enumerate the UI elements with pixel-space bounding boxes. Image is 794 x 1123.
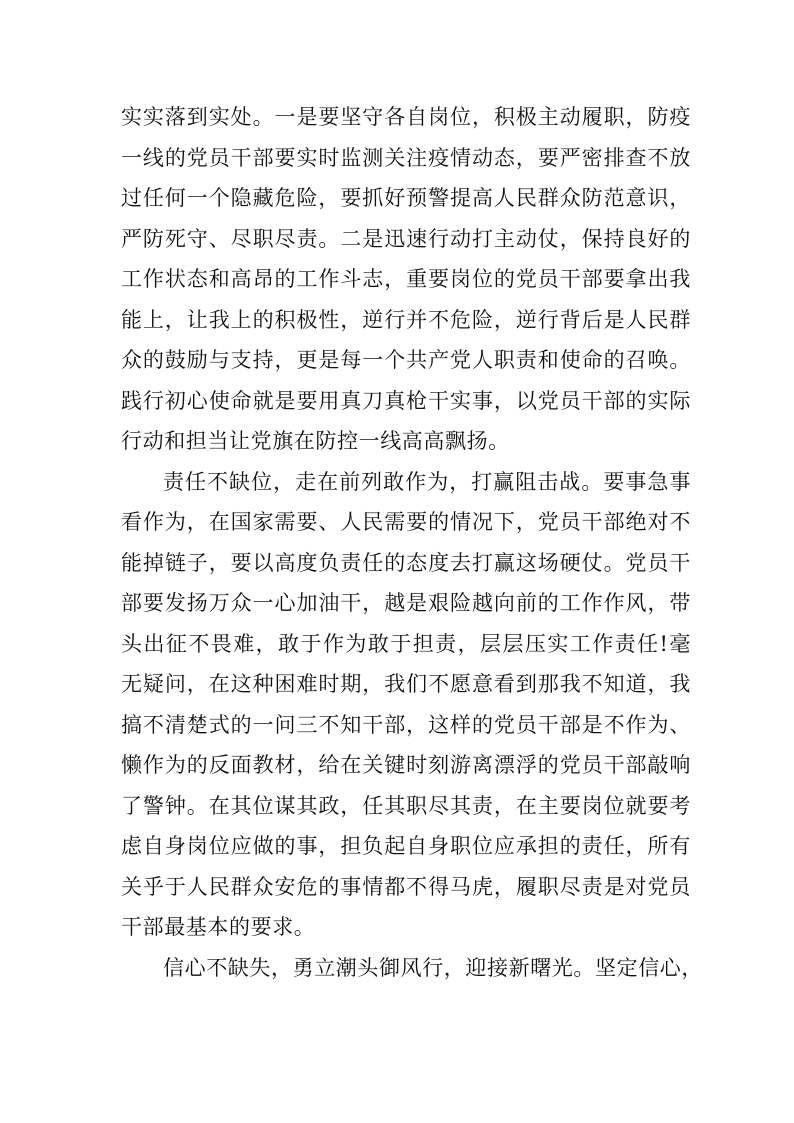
text-line: 过任何一个隐藏危险，要抓好预警提高人民群众防范意识， bbox=[121, 186, 691, 210]
text-line: 工作状态和高昂的工作斗志，重要岗位的党员干部要拿出我 bbox=[121, 267, 691, 291]
text-line: 了警钟。在其位谋其政，任其职尽其责，在主要岗位就要考 bbox=[121, 793, 691, 818]
text-line: 懒作为的反面教材，给在关键时刻游离漂浮的党员干部敲响 bbox=[121, 753, 691, 777]
text-line: 一线的党员干部要实时监测关注疫情动态，要严密排查不放 bbox=[121, 145, 691, 170]
text-line: 能掉链子，要以高度负责任的态度去打赢这场硬仗。党员干 bbox=[121, 550, 691, 575]
paragraph-end-line: 行动和担当让党旗在防控一线高高飘扬。 bbox=[121, 429, 510, 453]
text-line: 关乎于人民群众安危的事情都不得马虎，履职尽责是对党员 bbox=[121, 874, 691, 899]
body-text bbox=[121, 97, 703, 988]
text-line: 实实落到实处。一是要坚守各自岗位，积极主动履职，防疫 bbox=[121, 105, 691, 129]
text-line: 无疑问，在这种困难时期，我们不愿意看到那我不知道，我 bbox=[121, 672, 691, 696]
paragraph-first-line: 信心不缺失，勇立潮头御风行，迎接新曙光。坚定信心， bbox=[163, 955, 703, 980]
paragraph-first-line: 责任不缺位，走在前列敢作为，打赢阻击战。要事急事 bbox=[163, 469, 691, 494]
text-line: 搞不清楚式的一问三不知干部，这样的党员干部是不作为、 bbox=[121, 712, 691, 737]
text-line: 践行初心使命就是要用真刀真枪干实事，以党员干部的实际 bbox=[121, 388, 691, 413]
text-line: 能上，让我上的积极性，逆行并不危险，逆行背后是人民群 bbox=[121, 307, 691, 332]
text-line: 虑自身岗位应做的事，担负起自身职位应承担的责任，所有 bbox=[121, 834, 691, 858]
text-line: 众的鼓励与支持，更是每一个共产党人职责和使命的召唤。 bbox=[121, 348, 691, 372]
text-line: 严防死守、尽职尽责。二是迅速行动打主动仗，保持良好的 bbox=[121, 226, 691, 251]
text-line: 头出征不畏难，敢于作为敢于担责，层层压实工作责任!毫 bbox=[121, 631, 691, 656]
text-line: 部要发扬万众一心加油干，越是艰险越向前的工作作风，带 bbox=[121, 591, 691, 615]
paragraph-end-line: 干部最基本的要求。 bbox=[121, 915, 316, 939]
text-line: 看作为，在国家需要、人民需要的情况下，党员干部绝对不 bbox=[121, 510, 691, 534]
